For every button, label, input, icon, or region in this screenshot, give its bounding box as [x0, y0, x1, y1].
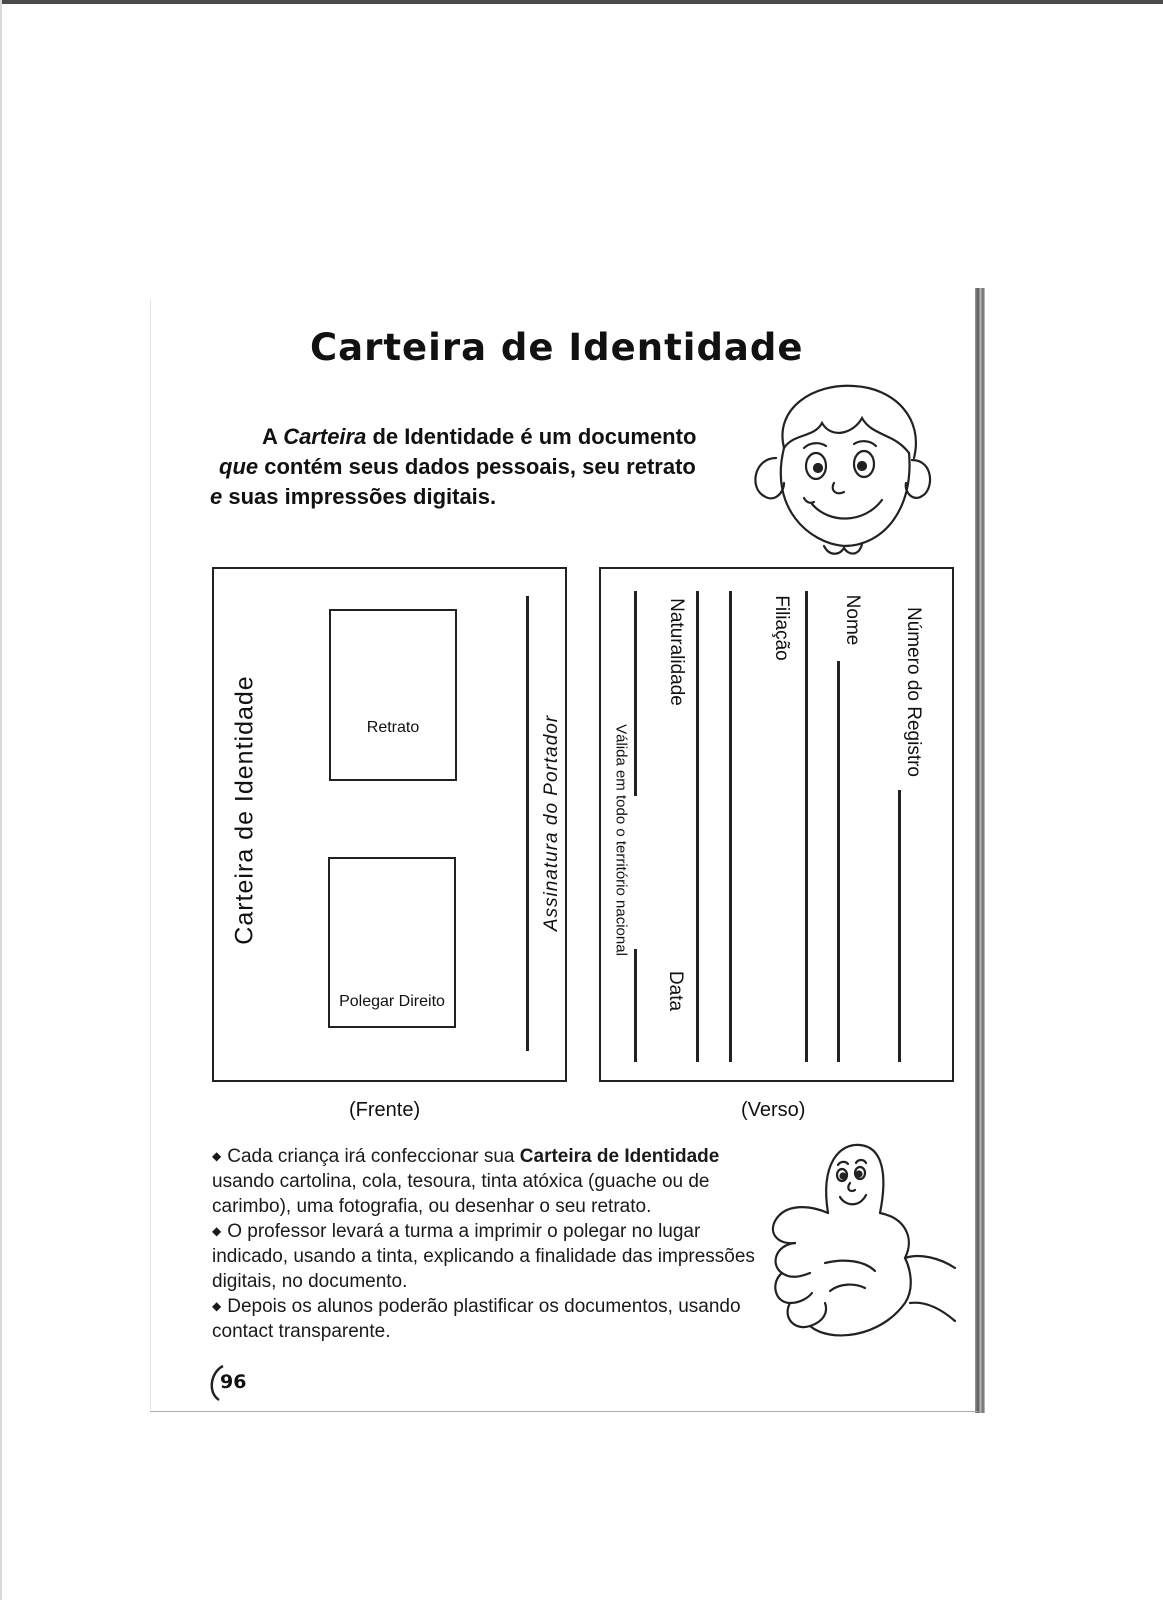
intro-line-2: [210, 452, 750, 482]
signature-line: [526, 596, 529, 1051]
page-edge-bottom: [150, 1411, 978, 1412]
filiacao-line-2: [729, 591, 732, 1062]
intro-text: suas impressões digitais.: [222, 484, 497, 509]
girl-face-illustration: [744, 378, 934, 563]
scan-top-edge: [0, 0, 1163, 4]
nome-label: Nome: [842, 594, 863, 646]
instruction-item: [212, 1219, 762, 1294]
signature-label: Assinatura do Portador: [541, 714, 562, 932]
naturalidade-label: Naturalidade: [666, 598, 687, 706]
intro-italic: Carteira: [283, 424, 367, 449]
thumbprint-label: Polegar Direito: [339, 993, 445, 1010]
page-edge-left: [150, 300, 151, 1410]
scan-left-edge: [0, 0, 2, 1600]
card-front-title: Carteira de Identidade: [230, 675, 259, 945]
photo-box: [329, 609, 457, 781]
bullet-icon: ◆: [212, 1224, 222, 1238]
instruction-bold: Carteira de Identidade: [519, 1146, 720, 1167]
bullet-icon: ◆: [212, 1299, 222, 1313]
page-number: 96: [220, 1371, 247, 1393]
photo-label: Retrato: [366, 719, 420, 736]
bullet-icon: ◆: [212, 1149, 222, 1163]
instruction-text: Depois os alunos poderão plastificar os documentos, usando contact transparente.: [212, 1296, 741, 1342]
valida-label: Válida em todo o território nacional: [612, 724, 630, 956]
filiacao-line: [805, 591, 808, 1062]
intro-italic: e: [210, 484, 223, 509]
thumbprint-box: [328, 857, 456, 1028]
intro-paragraph: [210, 422, 750, 512]
instruction-text: O professor levará a turma a imprimir o polegar no lugar indicado, usando a tinta, explicando a finalidade das impressões digitais, no documento.: [212, 1221, 755, 1292]
intro-italic: que: [219, 454, 259, 479]
instruction-text: Cada criança irá confeccionar sua: [227, 1146, 520, 1167]
valida-line-bottom: [634, 949, 637, 1062]
filiacao-label: Filiação: [771, 595, 792, 661]
intro-line-1: [210, 422, 750, 452]
registro-line: [898, 790, 901, 1062]
intro-text: de Identidade é um documento: [366, 424, 697, 449]
instructions: [212, 1144, 762, 1344]
valida-line-top: [634, 591, 637, 796]
instruction-item: [212, 1294, 762, 1344]
naturalidade-line: [696, 591, 699, 1062]
instruction-text: usando cartolina, cola, tesoura, tinta atóxica (guache ou de carimbo), uma fotografia, ou desenhar o seu retrato.: [212, 1171, 710, 1217]
intro-text: contém seus dados pessoais, seu retrato: [258, 454, 696, 479]
back-caption: (Verso): [741, 1099, 806, 1121]
front-caption: (Frente): [349, 1099, 421, 1121]
page-title: Carteira de Identidade: [310, 326, 804, 369]
data-label: Data: [665, 970, 686, 1012]
nome-line: [837, 661, 840, 1062]
book-spine: [975, 288, 985, 1413]
thumbs-up-illustration: [770, 1143, 960, 1353]
registro-label: Número do Registro: [903, 606, 924, 778]
intro-line-3: [210, 482, 750, 512]
intro-text: A: [262, 424, 284, 449]
instruction-item: [212, 1144, 762, 1219]
